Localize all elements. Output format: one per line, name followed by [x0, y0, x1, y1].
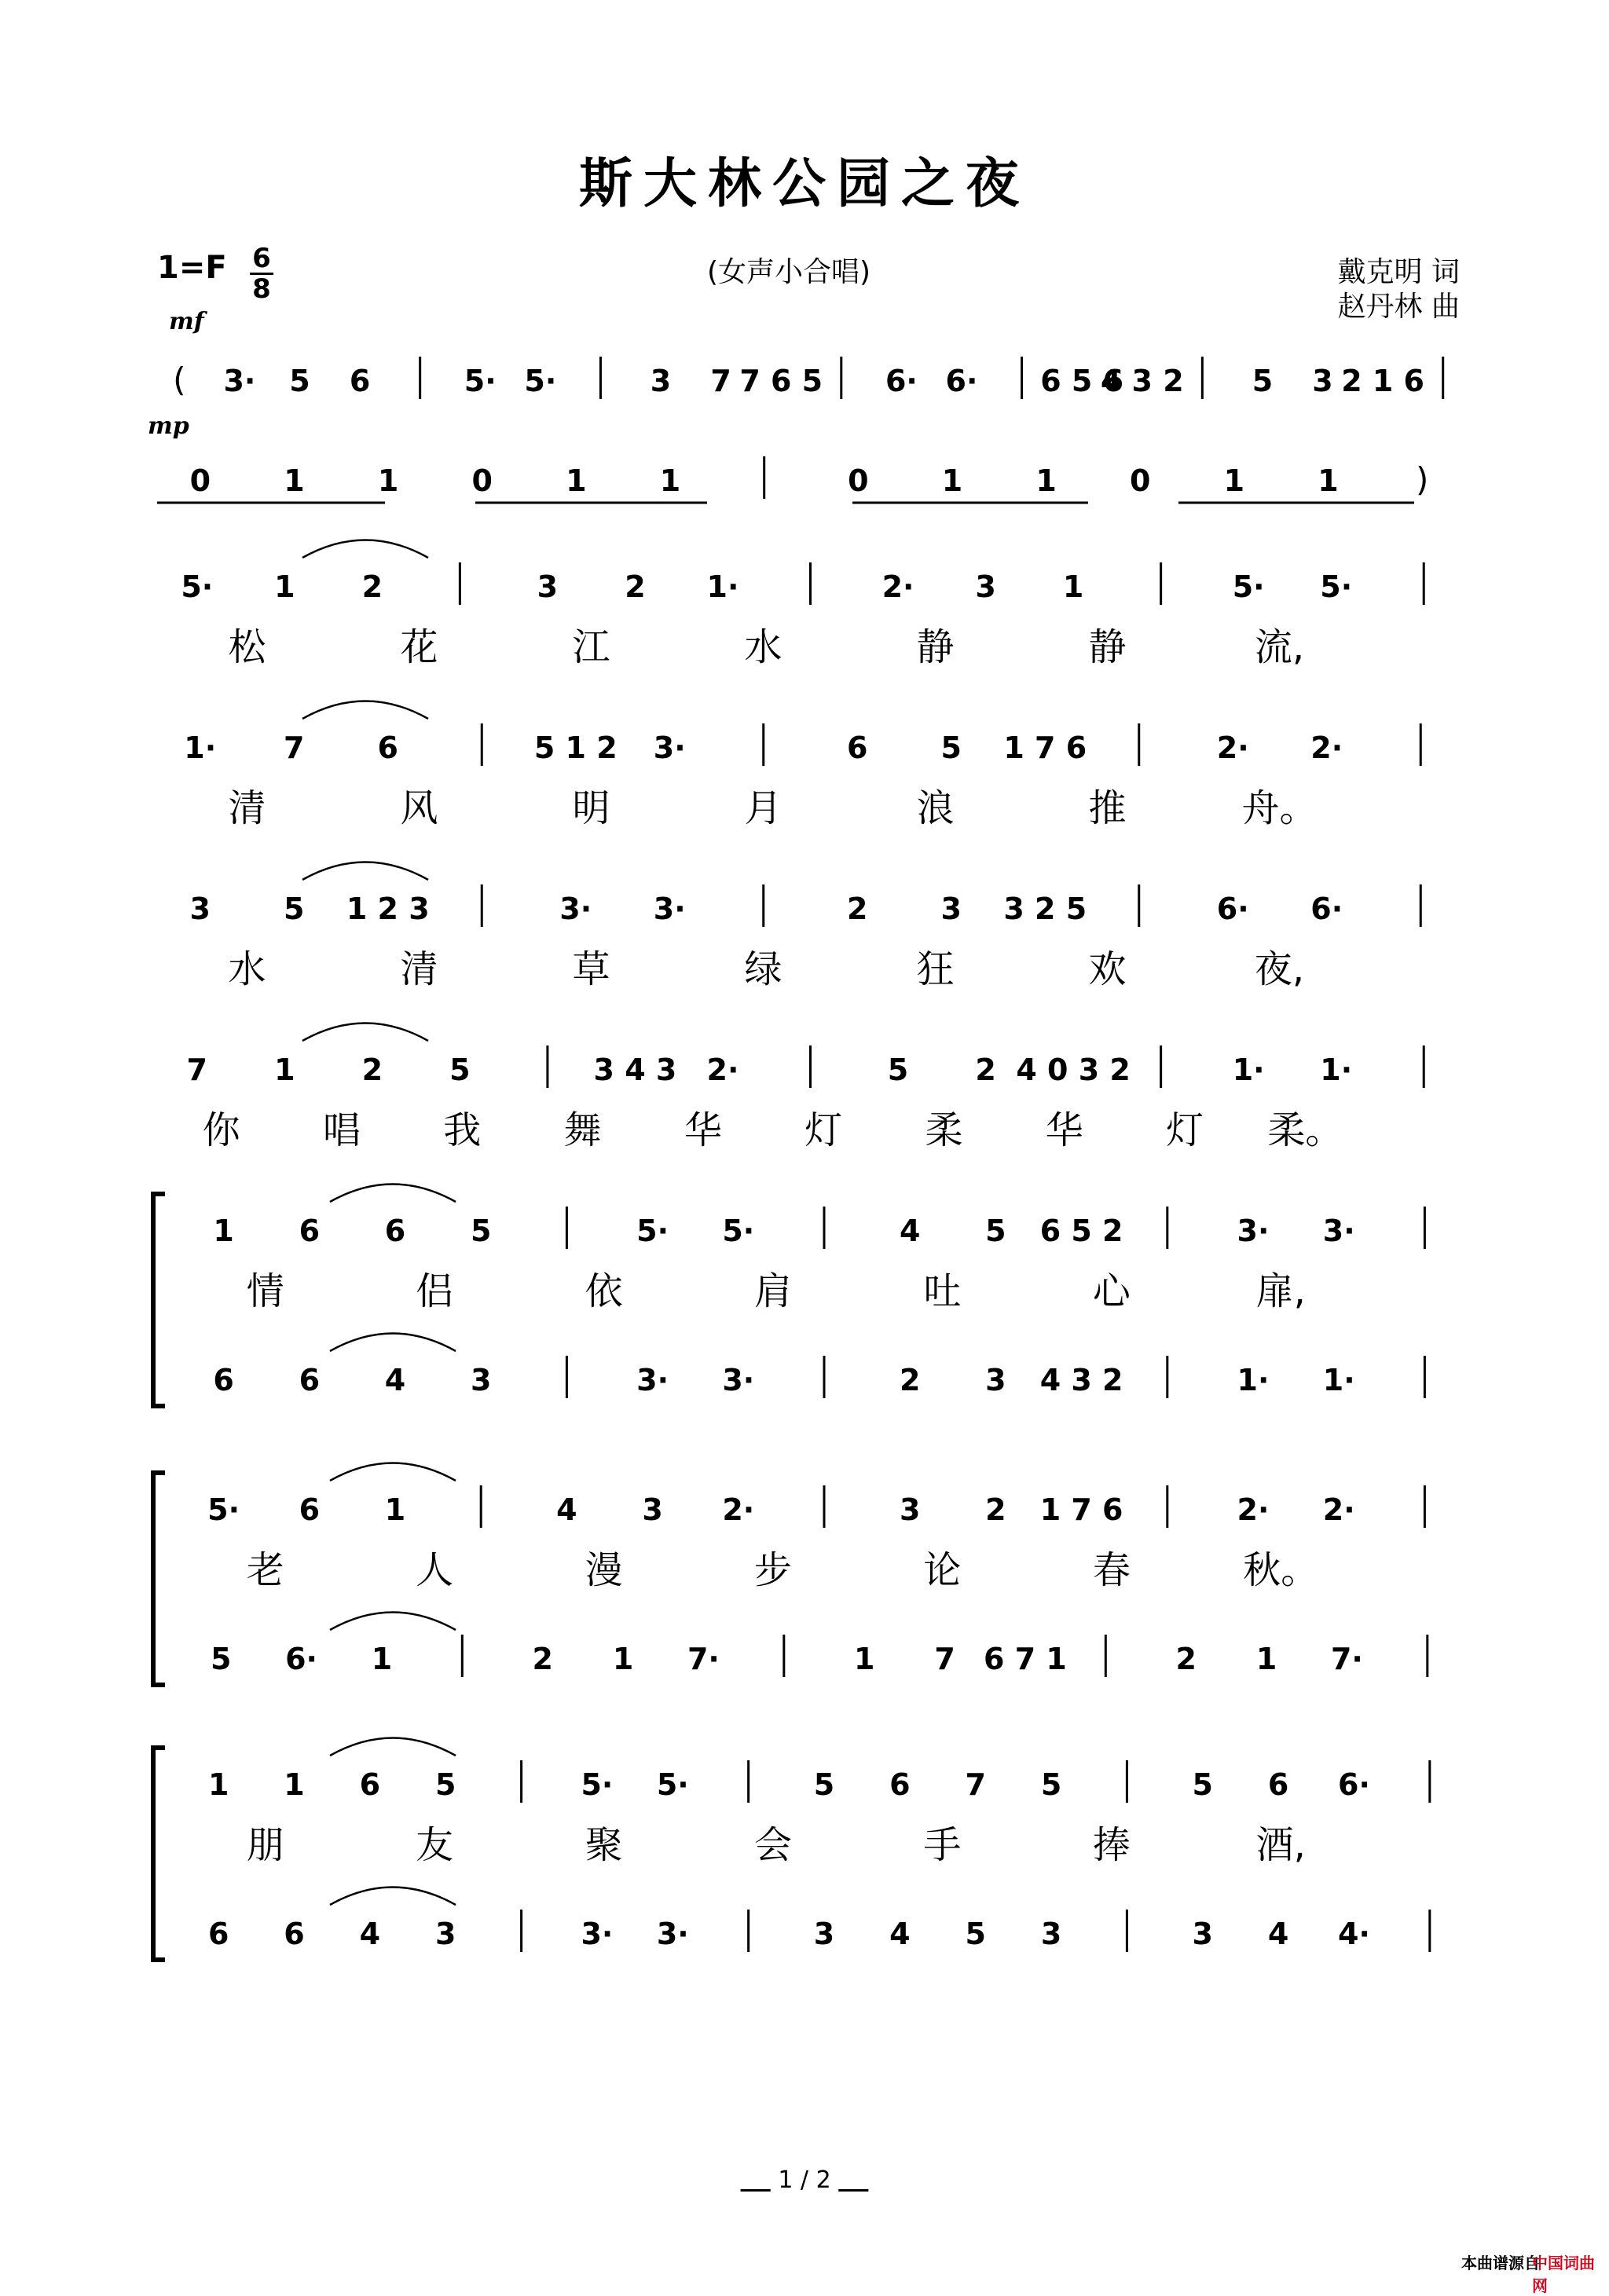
verse-3-lyric: 舞: [563, 1108, 602, 1152]
intro-note: 2 1 6: [1341, 364, 1425, 398]
slur: [330, 1185, 456, 1203]
chorus-1-upper-note: 2·: [1322, 1492, 1355, 1527]
page-number: [0, 2166, 1609, 2194]
chorus-1-upper-note: 6: [299, 1492, 321, 1527]
intro-note: 6: [349, 364, 371, 398]
accomp-note: 1: [659, 463, 681, 498]
chorus-2-upper-note: 1: [207, 1767, 229, 1802]
verse-2-lyric: 夜,: [1254, 947, 1305, 991]
verse-1-lyric: 月: [744, 786, 783, 830]
chorus-2-upper-note: 5: [1040, 1767, 1062, 1802]
chorus-0-upper-note: 4: [899, 1214, 921, 1248]
intro-note: 6·: [885, 364, 918, 398]
verse-1-note: 3·: [653, 731, 686, 765]
chorus-0-lyric: 心: [1092, 1269, 1131, 1313]
chorus-0-lower-note: 1·: [1322, 1363, 1355, 1397]
verse-0-note: 2: [625, 569, 646, 604]
verse-0-note: 1: [274, 569, 295, 604]
verse-3-note: 1: [274, 1053, 295, 1087]
accomp-note: 0: [848, 463, 869, 498]
chorus-1-lower-note: 1: [1255, 1642, 1277, 1676]
chorus-0-upper-note: 5·: [636, 1214, 669, 1248]
chorus-2-upper-note: 6: [1267, 1767, 1289, 1802]
chorus-2-upper-note: 5: [1192, 1767, 1213, 1802]
verse-2-note: 3·: [653, 892, 686, 926]
slur: [302, 862, 428, 881]
chorus-0-upper-note: 3·: [1237, 1214, 1270, 1248]
intro-note: 6·: [945, 364, 978, 398]
chorus-1-lyric: 人: [416, 1548, 454, 1592]
chorus-2-upper-note: 5·: [581, 1767, 614, 1802]
verse-1-note: 5: [940, 731, 962, 765]
chorus-0-lower-note: 1·: [1237, 1363, 1270, 1397]
verse-3-lyric: 柔。: [1267, 1108, 1343, 1152]
verse-0-note: 1: [1062, 569, 1084, 604]
key-signature: 1=F: [157, 250, 227, 286]
verse-2-lyric: 水: [228, 947, 266, 991]
verse-3-lyric: 华: [1045, 1108, 1083, 1152]
chorus-1-upper-note: 2·: [722, 1492, 755, 1527]
chorus-0-upper-note: 5: [985, 1214, 1006, 1248]
verse-3-lyric: 我: [443, 1108, 482, 1152]
verse-3-lyric: 柔: [925, 1108, 963, 1152]
chorus-2-upper-note: 1: [284, 1767, 305, 1802]
verse-2-lyric: 欢: [1088, 947, 1127, 991]
verse-3-lyric: 华: [684, 1108, 722, 1152]
accomp-note: 0: [1130, 463, 1151, 498]
verse-2-note: 3·: [559, 892, 592, 926]
chorus-2-upper-note: 6·: [1338, 1767, 1370, 1802]
intro-note: 3: [650, 364, 672, 398]
chorus-0-upper-note: 6 5 2: [1039, 1214, 1123, 1248]
chorus-0-lower-note: 6: [213, 1363, 234, 1397]
chorus-2-upper-note: 5·: [656, 1767, 689, 1802]
accomp-note: 1: [1035, 463, 1057, 498]
verse-1-note: 2·: [1216, 731, 1249, 765]
verse-0-lyric: 水: [744, 625, 783, 669]
chorus-1-lyric: 漫: [585, 1548, 623, 1592]
verse-0-lyric: 花: [400, 625, 438, 669]
subtitle: (女声小合唱): [707, 256, 871, 288]
verse-3-note: 3 4 3: [593, 1053, 677, 1087]
intro-paren: (: [173, 361, 186, 399]
accomp-note: 1: [941, 463, 963, 498]
chorus-0-upper-note: 6: [384, 1214, 406, 1248]
chorus-2-upper-note: 6: [889, 1767, 911, 1802]
verse-1-note: 7: [284, 731, 305, 765]
chorus-0-lyric: 扉,: [1255, 1269, 1306, 1313]
verse-2-note: 1 2 3: [346, 892, 430, 926]
chorus-0-upper-note: 3·: [1322, 1214, 1355, 1248]
chorus-0-lower-note: 3·: [722, 1363, 755, 1397]
verse-0-note: 5·: [181, 569, 214, 604]
chorus-0-lower-note: 3·: [636, 1363, 669, 1397]
accomp-paren: ): [1415, 460, 1429, 499]
chorus-2-lyric: 会: [753, 1823, 793, 1867]
verse-2-lyric: 绿: [744, 947, 783, 991]
verse-2-note: 3: [940, 892, 962, 926]
intro-note: 6 5 6: [1040, 364, 1124, 398]
accomp-note: 1: [1223, 463, 1245, 498]
verse-2-note: 6·: [1310, 892, 1343, 926]
accomp-note: 1: [284, 463, 305, 498]
verse-0-lyric: 静: [1088, 625, 1127, 669]
chorus-0-lyric: 吐: [923, 1269, 962, 1313]
chorus-1-lower-note: 7·: [687, 1642, 720, 1676]
chorus-1-upper-note: 4: [556, 1492, 577, 1527]
verse-2-lyric: 清: [400, 947, 438, 991]
chorus-2-upper-note: 5: [435, 1767, 456, 1802]
chorus-1-lyric: 论: [923, 1548, 962, 1592]
verse-0-lyric: 静: [916, 625, 955, 669]
verse-2-note: 6·: [1216, 892, 1249, 926]
slur: [330, 1888, 456, 1906]
verse-0-note: 3: [975, 569, 996, 604]
intro-note: 7: [710, 364, 731, 398]
chorus-0-upper-note: 6: [299, 1214, 321, 1248]
chorus-2-lyric: 酒,: [1255, 1823, 1306, 1867]
chorus-1-upper-note: 1 7 6: [1039, 1492, 1123, 1527]
verse-0-note: 5·: [1232, 569, 1265, 604]
chorus-1-lower-note: 6·: [285, 1642, 318, 1676]
watermark-source: 本曲谱源自: [1461, 2254, 1540, 2272]
verse-3-note: 2: [975, 1053, 996, 1087]
slur: [302, 540, 428, 558]
intro-note: 3·: [223, 364, 256, 398]
verse-1-note: 1·: [184, 731, 217, 765]
chorus-2-upper-note: 7: [965, 1767, 986, 1802]
verse-0-lyric: 江: [572, 625, 610, 669]
chorus-0-lyric: 肩: [753, 1269, 793, 1313]
chorus-2-upper-note: 6: [359, 1767, 381, 1802]
slur: [330, 1463, 456, 1481]
verse-3-note: 5: [887, 1053, 909, 1087]
chorus-1-lower-note: 5: [210, 1642, 232, 1676]
verse-3-lyric: 唱: [322, 1108, 361, 1152]
chorus-2-lyric: 手: [923, 1823, 962, 1867]
chorus-1-upper-note: 1: [384, 1492, 406, 1527]
intro-note: 5·: [524, 364, 557, 398]
chorus-2-lower-note: 3: [1040, 1917, 1062, 1951]
chorus-1-lower-note: 1: [853, 1642, 875, 1676]
verse-1-lyric: 舟。: [1241, 786, 1318, 830]
chorus-0-lower-note: 4 3 2: [1039, 1363, 1123, 1397]
chorus-1-upper-note: 2: [985, 1492, 1006, 1527]
verse-1-note: 6: [847, 731, 868, 765]
chorus-1-upper-note: 2·: [1237, 1492, 1270, 1527]
verse-3-note: 2·: [706, 1053, 739, 1087]
watermark-brand: 中国词曲网: [1532, 2254, 1595, 2295]
verse-2-note: 3 2 5: [1003, 892, 1087, 926]
song-title: 斯大林公园之夜: [578, 153, 1030, 215]
verse-3-note: 1·: [1232, 1053, 1265, 1087]
verse-2-note: 2: [847, 892, 868, 926]
chorus-2-lower-note: 6: [284, 1917, 305, 1951]
chorus-2-lyric: 朋: [246, 1823, 284, 1867]
composer: 赵丹林 曲: [1337, 291, 1460, 323]
verse-2-lyric: 草: [572, 947, 610, 991]
chorus-1-lyric: 步: [753, 1548, 793, 1592]
chorus-0-lower-note: 4: [384, 1363, 406, 1397]
chorus-2-lower-note: 3: [435, 1917, 456, 1951]
chorus-1-lower-note: 2: [1175, 1642, 1197, 1676]
chorus-0-lyric: 情: [246, 1269, 284, 1313]
verse-0-lyric: 松: [228, 625, 266, 669]
accomp-note: 0: [471, 463, 493, 498]
dynamic-mp: mp: [148, 412, 189, 440]
verse-3-lyric: 灯: [1166, 1108, 1204, 1152]
verse-2-lyric: 狂: [916, 947, 955, 991]
chorus-2-lower-note: 5: [965, 1917, 986, 1951]
intro-note: 5: [1252, 364, 1274, 398]
chorus-2-lower-note: 4: [1267, 1917, 1289, 1951]
verse-3-note: 2: [361, 1053, 383, 1087]
chorus-2-lower-note: 3: [813, 1917, 835, 1951]
accomp-note: 0: [189, 463, 211, 498]
system-bracket: [153, 1473, 165, 1685]
slur: [302, 1023, 428, 1042]
verse-1-lyric: 推: [1088, 786, 1127, 830]
verse-1-lyric: 清: [228, 786, 266, 830]
chorus-1-lower-note: 2: [532, 1642, 553, 1676]
chorus-2-lyric: 聚: [585, 1823, 623, 1867]
verse-3-lyric: 灯: [804, 1108, 843, 1152]
verse-3-note: 5: [449, 1053, 471, 1087]
chorus-0-lower-note: 2: [899, 1363, 921, 1397]
verse-2-note: 3: [189, 892, 211, 926]
accomp-note: 1: [1318, 463, 1339, 498]
chorus-1-lower-note: 1: [371, 1642, 393, 1676]
chorus-0-lower-note: 3: [470, 1363, 492, 1397]
verse-0-note: 3: [537, 569, 559, 604]
lyricist: 戴克明 词: [1337, 256, 1460, 288]
time-numerator: 6: [252, 243, 271, 274]
slur: [330, 1613, 456, 1631]
verse-0-note: 2·: [881, 569, 914, 604]
chorus-2-lower-note: 3: [1192, 1917, 1213, 1951]
chorus-1-lyric: 秋。: [1243, 1548, 1319, 1592]
intro-note: 7 6 5: [739, 364, 823, 398]
verse-3-note: 7: [186, 1053, 207, 1087]
chorus-0-lyric: 侣: [416, 1269, 454, 1313]
intro-note: 3: [1312, 364, 1333, 398]
chorus-1-upper-note: 3: [642, 1492, 663, 1527]
chorus-2-lower-note: 6: [207, 1917, 229, 1951]
chorus-2-lower-note: 4: [889, 1917, 911, 1951]
system-bracket: [153, 1748, 165, 1960]
chorus-0-lower-note: 6: [299, 1363, 321, 1397]
chorus-1-upper-note: 3: [899, 1492, 921, 1527]
chorus-1-lower-note: 7: [934, 1642, 955, 1676]
time-denominator: 8: [252, 273, 271, 305]
system-bracket: [153, 1194, 165, 1406]
verse-2-note: 5: [284, 892, 305, 926]
chorus-0-upper-note: 1: [213, 1214, 234, 1248]
chorus-1-lower-note: 6 7 1: [984, 1642, 1067, 1676]
verse-0-note: 2: [361, 569, 383, 604]
chorus-2-lower-note: 4: [359, 1917, 381, 1951]
slur: [302, 701, 428, 720]
chorus-2-lyric: 捧: [1092, 1823, 1131, 1867]
intro-note: 5·: [464, 364, 497, 398]
verse-1-note: 2·: [1310, 731, 1343, 765]
page-number-text: 1 / 2: [778, 2166, 831, 2194]
chorus-0-upper-note: 5: [470, 1214, 492, 1248]
verse-1-note: 5 1 2: [533, 731, 618, 765]
chorus-2-lower-note: 4·: [1338, 1917, 1370, 1951]
chorus-2-upper-note: 5: [813, 1767, 835, 1802]
slur: [330, 1334, 456, 1352]
intro-note: 4 3 2: [1100, 364, 1184, 398]
accomp-note: 1: [566, 463, 587, 498]
verse-3-note: 4 0 3 2: [1016, 1053, 1131, 1087]
dynamic-mf: mf: [169, 308, 204, 335]
slur: [330, 1738, 456, 1756]
verse-1-note: 6: [377, 731, 398, 765]
verse-0-note: 5·: [1320, 569, 1353, 604]
verse-1-lyric: 风: [400, 786, 438, 830]
verse-3-lyric: 你: [202, 1108, 240, 1152]
verse-3-note: 1·: [1320, 1053, 1353, 1087]
chorus-1-lower-note: 7·: [1330, 1642, 1363, 1676]
chorus-2-lower-note: 3·: [656, 1917, 689, 1951]
verse-1-lyric: 浪: [916, 786, 955, 830]
chorus-0-lower-note: 3: [985, 1363, 1006, 1397]
intro-note: 5: [289, 364, 310, 398]
chorus-0-lyric: 依: [585, 1269, 623, 1313]
chorus-1-lower-note: 1: [612, 1642, 634, 1676]
verse-1-note: 1 7 6: [1003, 731, 1087, 765]
verse-1-lyric: 明: [572, 786, 610, 830]
verse-0-lyric: 流,: [1254, 625, 1305, 669]
chorus-2-lower-note: 3·: [581, 1917, 614, 1951]
chorus-1-lyric: 老: [246, 1548, 284, 1592]
verse-0-note: 1·: [706, 569, 739, 604]
chorus-2-lyric: 友: [416, 1823, 454, 1867]
chorus-0-upper-note: 5·: [722, 1214, 755, 1248]
chorus-1-upper-note: 5·: [207, 1492, 240, 1527]
accomp-note: 1: [377, 463, 399, 498]
chorus-1-lyric: 春: [1092, 1548, 1131, 1592]
